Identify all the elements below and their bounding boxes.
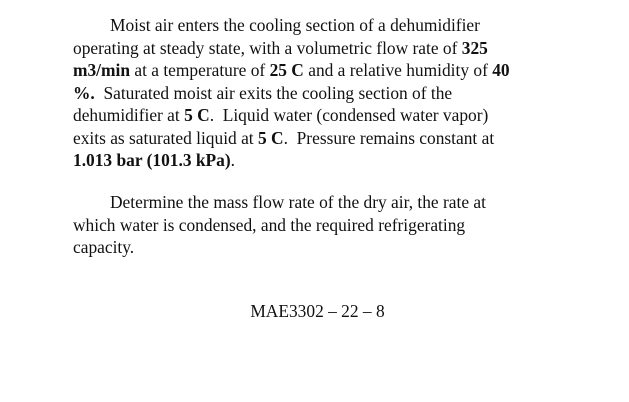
paragraph-line: which water is condensed, and the required refrigerating (73, 214, 466, 235)
paragraph-line (73, 104, 573, 127)
page-footer-label: MAE3302 – 22 – 8 (250, 301, 385, 321)
text-run: Saturated moist air exits the cooling section of the (94, 82, 453, 103)
text-run: . (230, 150, 236, 170)
flow-rate-value: 325 (461, 37, 488, 58)
problem-statement-paragraph (73, 14, 573, 172)
paragraph-line (73, 37, 573, 60)
paragraph-line (73, 14, 573, 37)
text-run: at a temperature of (130, 60, 270, 80)
paragraph-line (73, 127, 573, 150)
exit-temperature: 5 C (184, 105, 210, 125)
text-run: dehumidifier at (73, 105, 185, 125)
paragraph-line: Determine the mass flow rate of the dry air, the rate at (110, 192, 486, 212)
condensate-temperature: 5 C (257, 127, 284, 148)
text-run: operating at steady state, with a volumetric flow rate of (73, 37, 462, 58)
text-run: Moist air enters the cooling section of a dehumidifier (110, 15, 480, 35)
inlet-temperature: 25 C (269, 60, 304, 80)
text-run: and a relative humidity of (303, 60, 493, 80)
pressure-value: 1.013 bar (101.3 kPa) (73, 150, 231, 170)
question-paragraph (73, 191, 573, 259)
relative-humidity-value: 40 (492, 60, 510, 80)
text-run: . Pressure remains constant at (283, 127, 495, 148)
paragraph-line (73, 59, 573, 82)
relative-humidity-unit: %. (73, 82, 95, 103)
paragraph-line (73, 82, 573, 105)
paragraph-line: capacity. (73, 237, 135, 257)
paragraph-line (73, 149, 573, 172)
flow-rate-unit: m3/min (73, 60, 131, 80)
text-run: exits as saturated liquid at (73, 127, 258, 148)
text-run: . Liquid water (condensed water vapor) (209, 105, 489, 125)
